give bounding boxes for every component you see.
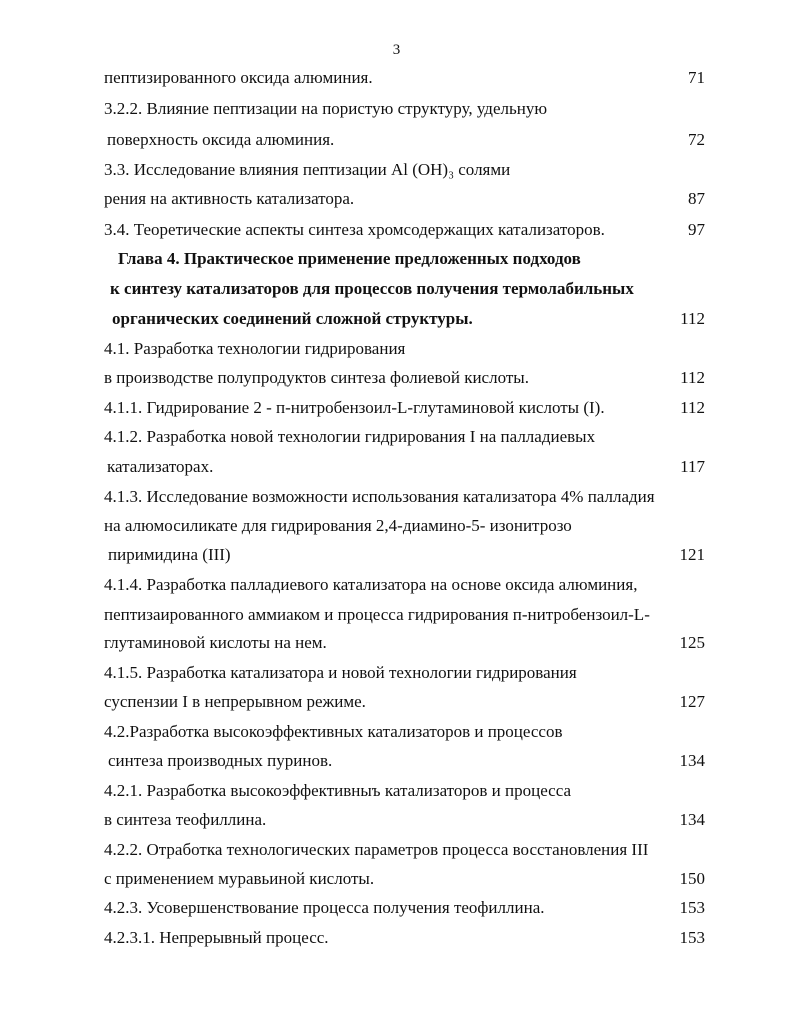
toc-entry-text: на алюмосиликате для гидрирования 2,4-диамино-5- изонитрозо bbox=[104, 516, 572, 535]
toc-entry-page: 150 bbox=[679, 869, 705, 888]
toc-entry-text: 3.2.2. Влияние пептизации на пористую структуру, удельную bbox=[104, 99, 548, 118]
toc-entry-page: 125 bbox=[679, 633, 705, 652]
toc-entry-text: 4.1. Разработка технологии гидрирования bbox=[104, 339, 406, 358]
toc-line bbox=[0, 781, 793, 805]
toc-entry-page: 112 bbox=[680, 368, 705, 387]
toc-entry-text: 4.1.1. Гидрирование 2 - п-нитробензоил-L-глутаминовой кислоты (I). bbox=[104, 398, 605, 417]
toc-line bbox=[0, 545, 793, 569]
toc-entry-page: 72 bbox=[688, 130, 705, 149]
toc-chapter-line bbox=[0, 249, 793, 273]
toc-line bbox=[0, 840, 793, 864]
toc-entry-page: 121 bbox=[679, 545, 705, 564]
page-number: 3 bbox=[392, 42, 401, 58]
toc-line bbox=[0, 751, 793, 775]
toc-entry-text: с применением муравьиной кислоты. bbox=[104, 869, 375, 888]
toc-entry-text: в синтеза теофиллина. bbox=[104, 810, 267, 829]
toc-line bbox=[0, 869, 793, 893]
toc-line bbox=[0, 398, 793, 422]
toc-chapter-title: Глава 4. Практическое применение предложенных подходов bbox=[118, 249, 581, 268]
toc-entry-text: 4.2.1. Разработка высокоэффективныъ катализаторов и процесса bbox=[104, 781, 572, 800]
toc-chapter-line bbox=[0, 309, 793, 333]
toc-entry-page: 97 bbox=[688, 220, 705, 239]
toc-line bbox=[0, 457, 793, 481]
toc-entry-text: 4.1.4. Разработка палладиевого катализатора на основе оксида алюминия, bbox=[104, 575, 638, 594]
toc-entry-text: 3.4. Теоретические аспекты синтеза хромсодержащих катализаторов. bbox=[104, 220, 605, 239]
toc-entry-page: 153 bbox=[679, 898, 705, 917]
toc-line bbox=[0, 487, 793, 511]
toc-line bbox=[0, 368, 793, 392]
toc-line bbox=[0, 130, 793, 154]
toc-line bbox=[0, 928, 793, 952]
toc-line bbox=[0, 633, 793, 657]
toc-entry-text: синтеза производных пуринов. bbox=[108, 751, 333, 770]
toc-entry-page: 112 bbox=[680, 398, 705, 417]
toc-line bbox=[0, 339, 793, 363]
toc-entry-page: 153 bbox=[679, 928, 705, 947]
toc-entry-page: 87 bbox=[688, 189, 705, 208]
toc-chapter-line bbox=[0, 279, 793, 303]
toc-chapter-title: к синтезу катализаторов для процессов получения термолабильных bbox=[110, 279, 634, 298]
toc-line bbox=[0, 663, 793, 687]
toc-line bbox=[0, 692, 793, 716]
toc-entry-text: 4.1.3. Исследование возможности использования катализатора 4% палладия bbox=[104, 487, 655, 506]
toc-line bbox=[0, 99, 793, 123]
toc-entry-text: в производстве полупродуктов синтеза фолиевой кислоты. bbox=[104, 368, 529, 387]
toc-entry-text: суспензии I в непрерывном режиме. bbox=[104, 692, 366, 711]
toc-entry-text: 4.2.Разработка высокоэффективных катализаторов и процессов bbox=[104, 722, 563, 741]
toc-entry-page: 112 bbox=[680, 309, 705, 328]
toc-entry-text: 4.2.2. Отработка технологических параметров процесса восстановления III bbox=[104, 840, 649, 859]
toc-entry-page: 127 bbox=[679, 692, 705, 711]
toc-line bbox=[0, 68, 793, 92]
toc-line bbox=[0, 427, 793, 451]
toc-entry-text: пептизированного оксида алюминия. bbox=[104, 68, 373, 87]
toc-entry-text: пиримидина (III) bbox=[108, 545, 231, 564]
toc-chapter-title: органических соединений сложной структуры. bbox=[112, 309, 473, 328]
toc-line bbox=[0, 722, 793, 746]
toc-entry-text: глутаминовой кислоты на нем. bbox=[104, 633, 327, 652]
toc-entry-page: 134 bbox=[679, 751, 705, 770]
toc-entry-text: 4.2.3.1. Непрерывный процесс. bbox=[104, 928, 329, 947]
toc-entry-text: 4.1.2. Разработка новой технологии гидрирования I на палладиевых bbox=[104, 427, 596, 446]
toc-entry-text: рения на активность катализатора. bbox=[104, 189, 355, 208]
toc-entry-text: пептизаированного аммиаком и процесса гидрирования п-нитробензоил-L- bbox=[104, 605, 650, 624]
toc-entry-page: 71 bbox=[688, 68, 705, 87]
toc-entry-text: поверхность оксида алюминия. bbox=[107, 130, 335, 149]
toc-entry-page: 117 bbox=[680, 457, 705, 476]
toc-line bbox=[0, 575, 793, 599]
toc-line bbox=[0, 220, 793, 244]
toc-line bbox=[0, 189, 793, 213]
toc-line bbox=[0, 605, 793, 629]
toc-line bbox=[0, 160, 793, 184]
toc-line bbox=[0, 516, 793, 540]
toc-entry-text: 4.2.3. Усовершенствование процесса получения теофиллина. bbox=[104, 898, 545, 917]
toc-entry-text: 4.1.5. Разработка катализатора и новой технологии гидрирования bbox=[104, 663, 577, 682]
toc-line bbox=[0, 898, 793, 922]
toc-line bbox=[0, 810, 793, 834]
toc-entry-page: 134 bbox=[679, 810, 705, 829]
toc-entry-text: 3.3. Исследование влияния пептизации Al (OH)₃ солями bbox=[104, 160, 511, 179]
toc-entry-text: катализаторах. bbox=[107, 457, 214, 476]
